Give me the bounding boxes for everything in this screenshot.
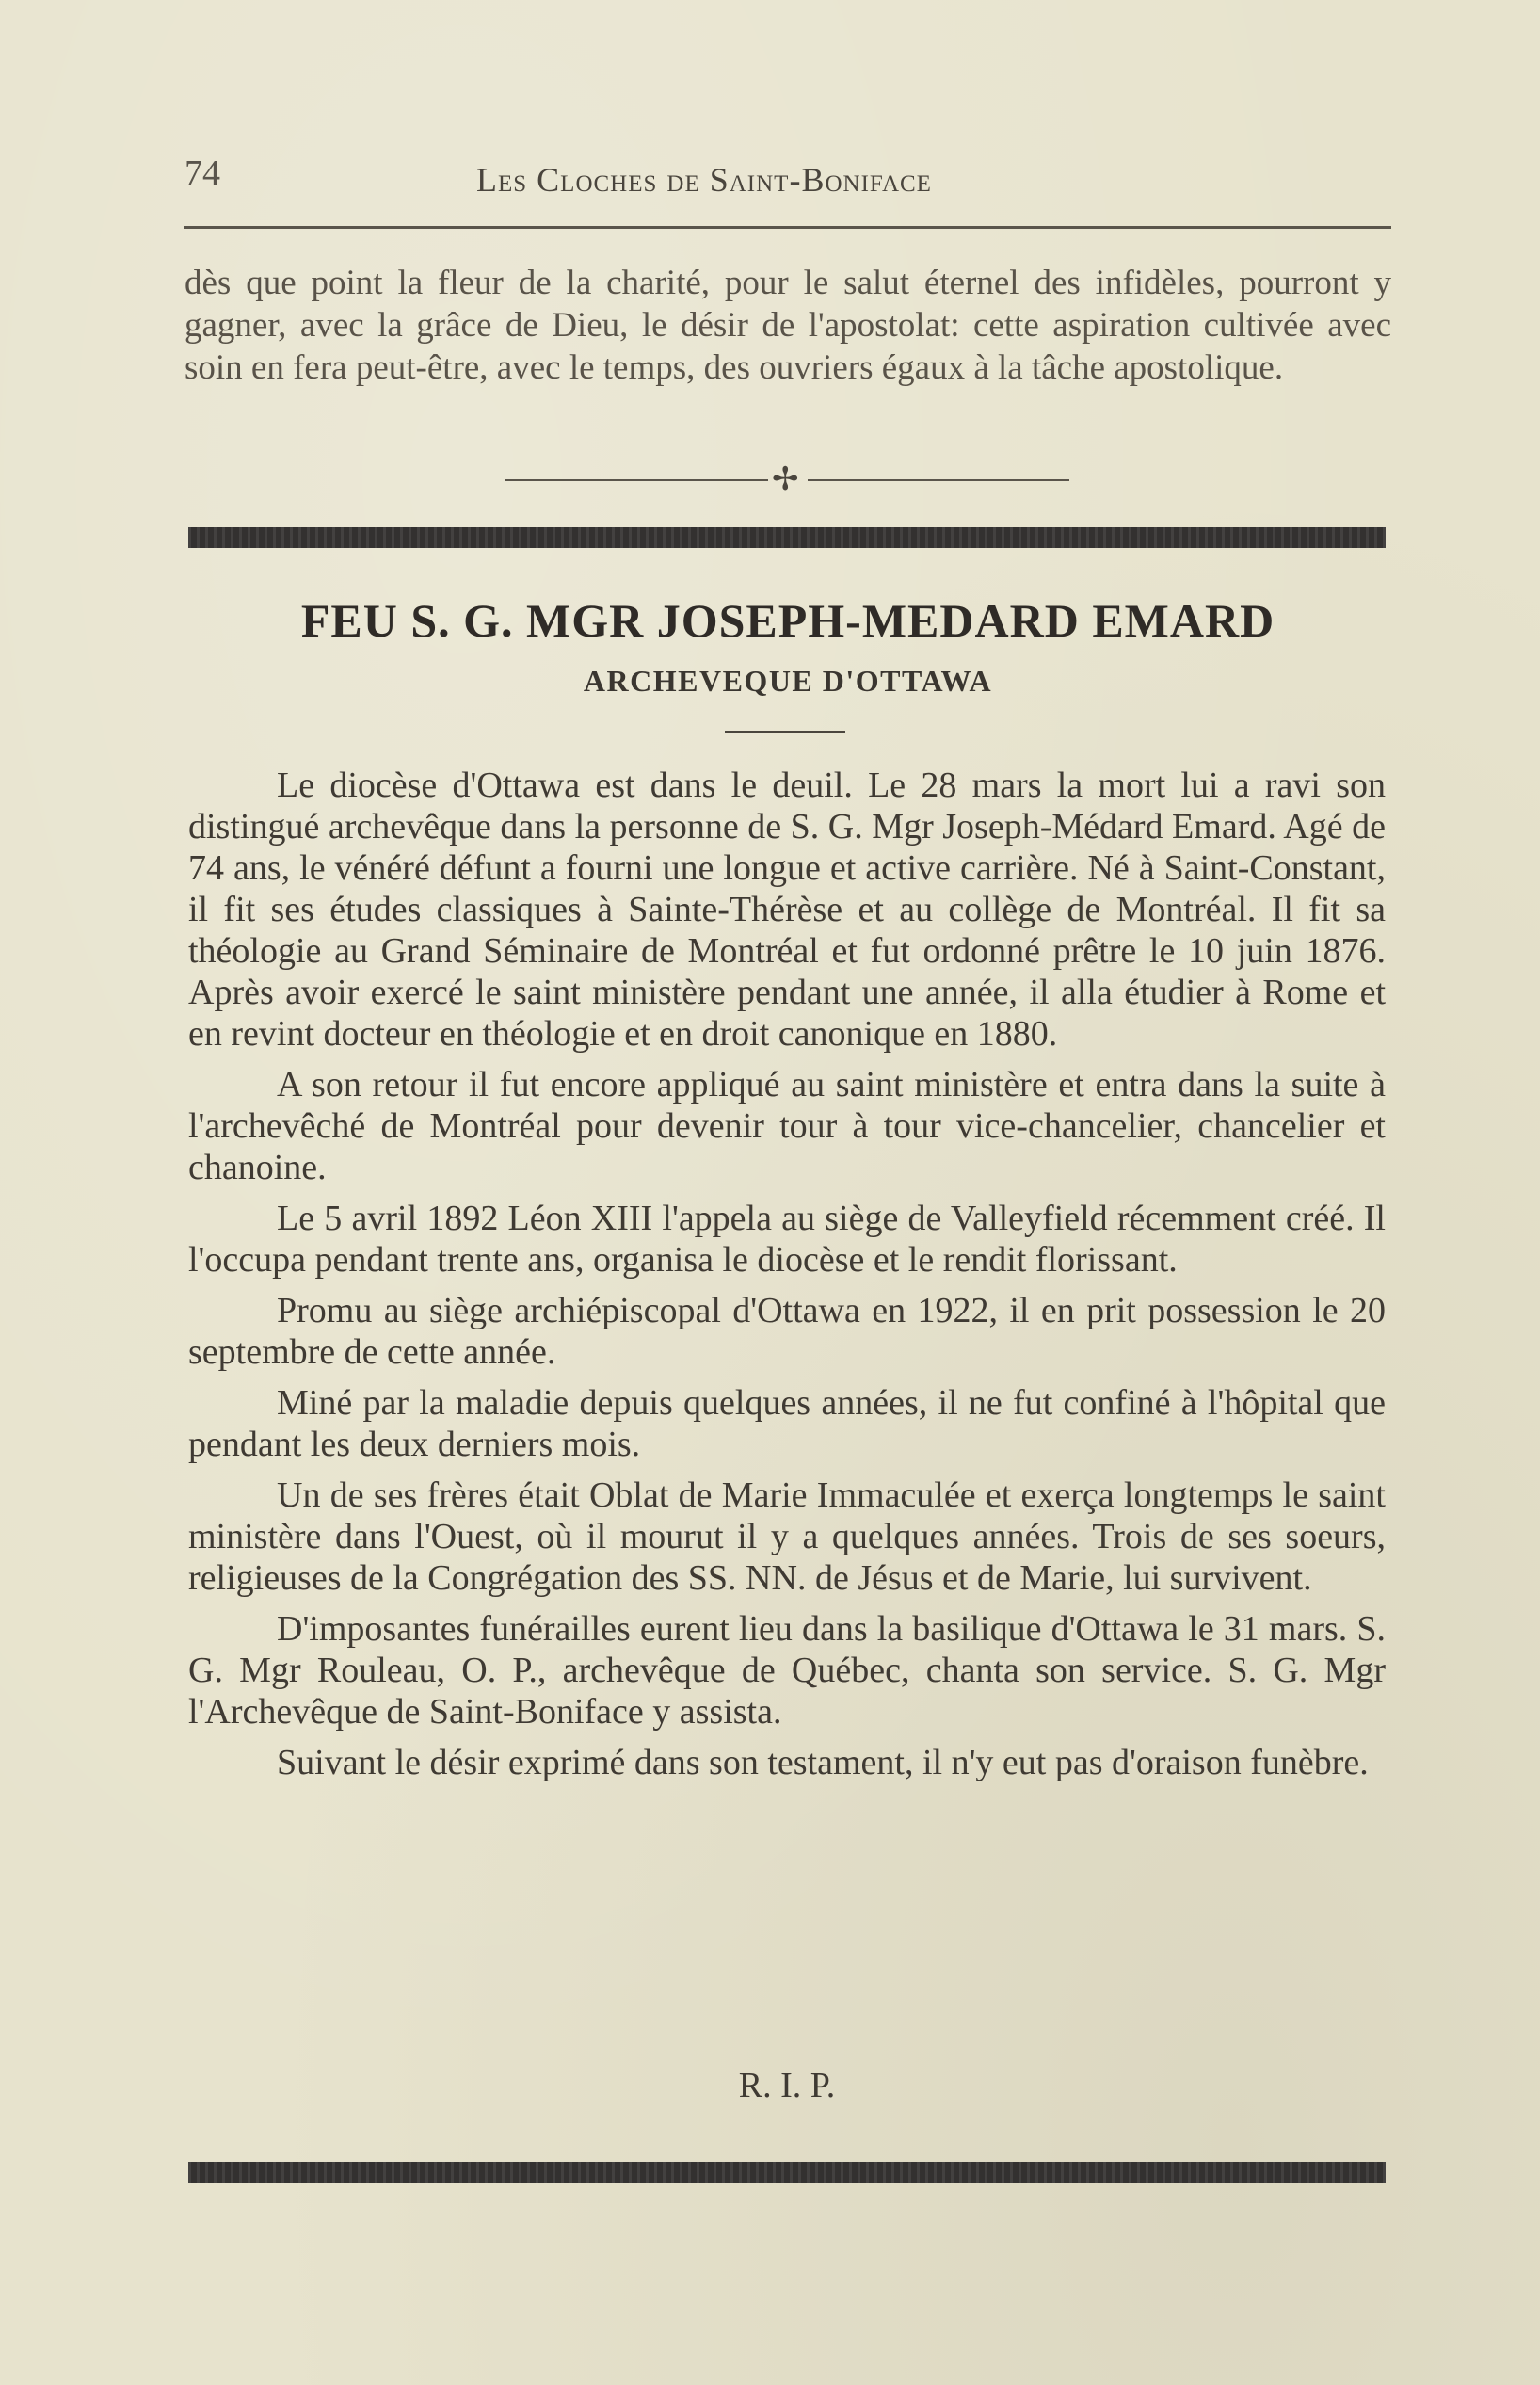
article-title: FEU S. G. MGR JOSEPH-MEDARD EMARD [300, 594, 1275, 647]
article-signoff: R. I. P. [738, 2066, 836, 2105]
header-rule [184, 226, 1391, 229]
article-paragraph: Suivant le désir exprimé dans son testament, il n'y eut pas d'oraison funèbre. [277, 1743, 1369, 1782]
page-header [184, 149, 1391, 205]
article-paragraph: D'imposantes funérailles eurent lieu dans la basilique d'Ottawa le 31 mars. S. G. Mgr Rouleau, O. P., archevêque de Québec, chanta son service. S. G. Mgr l'Archevêque de Saint-Boniface y assista. [188, 1609, 1386, 1732]
previous-article-continuation: dès que point la fleur de la charité, pour le salut éternel des infidèles, pourront y gagner, avec la grâce de Dieu, le désir de l'apostolat: cette aspiration cultivée avec soin en fera peut-être, avec le temps, des ouvriers égaux à la tâche apostolique. [184, 264, 1391, 387]
section-ornament [505, 461, 1069, 499]
page-number: 74 [184, 153, 220, 193]
decorative-bar-top [188, 527, 1386, 548]
decorative-bar-bottom [188, 2162, 1386, 2183]
running-title: Les Cloches de Saint-Boniface [476, 161, 932, 199]
article-paragraph: A son retour il fut encore appliqué au saint ministère et entra dans la suite à l'archevêché de Montréal pour devenir tour à tour vice-chancelier, chancelier et chanoine. [188, 1065, 1386, 1187]
ornament-line-right [808, 479, 1069, 481]
article-paragraph: Miné par la maladie depuis quelques années, il ne fut confiné à l'hôpital que pendant les deux derniers mois. [188, 1383, 1386, 1464]
article-paragraph: Un de ses frères était Oblat de Marie Immaculée et exerça longtemps le saint ministère dans l'Ouest, où il mourut il y a quelques années. Trois de ses soeurs, religieuses de la Congrégation des SS. NN. de Jésus et de Marie, lui survivent. [188, 1475, 1386, 1598]
article-body [188, 765, 1386, 1793]
cross-ornament-icon: ✢ [772, 462, 799, 497]
article-paragraph: Le 5 avril 1892 Léon XIII l'appela au siège de Valleyfield récemment créé. Il l'occupa pendant trente ans, organisa le diocèse et le rendit florissant. [188, 1199, 1386, 1280]
article-paragraph: Promu au siège archiépiscopal d'Ottawa en 1922, il en prit possession le 20 septembre de cette année. [188, 1291, 1386, 1372]
article-subtitle: ARCHEVEQUE D'OTTAWA [583, 664, 993, 698]
ornament-line-left [505, 479, 768, 481]
article-paragraph: Le diocèse d'Ottawa est dans le deuil. Le 28 mars la mort lui a ravi son distingué archevêque dans la personne de S. G. Mgr Joseph-Médard Emard. Agé de 74 ans, le vénéré défunt a fourni une longue et active carrière. Né à Saint-Constant, il fit ses études classiques à Sainte-Thérèse et au collège de Montréal. Il fit sa théologie au Grand Séminaire de Montréal et fut ordonné prêtre le 10 juin 1876. Après avoir exercé le saint ministère pendant une année, il alla étudier à Rome et en revint docteur en théologie et en droit canonique en 1880. [188, 765, 1386, 1054]
title-short-rule [725, 731, 845, 733]
